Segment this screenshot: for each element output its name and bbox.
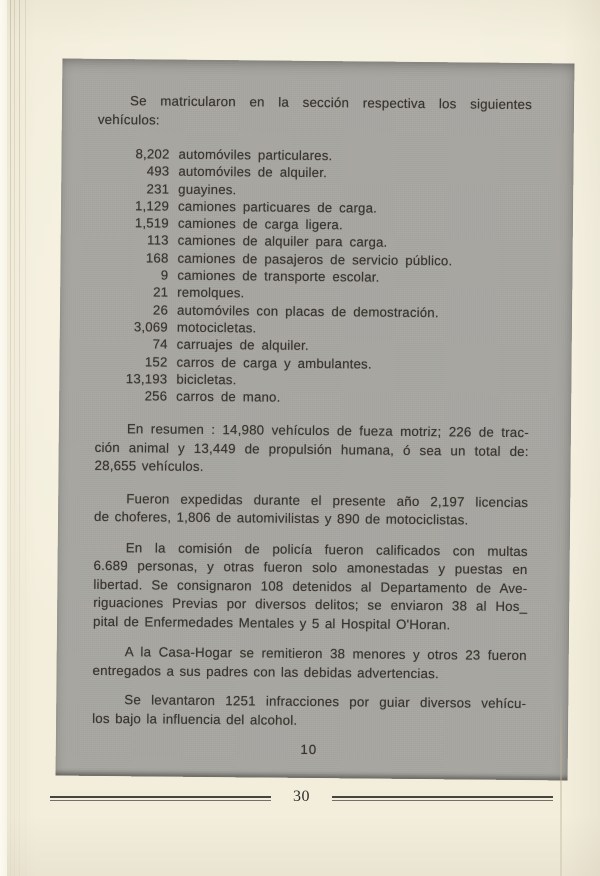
vehicle-description: carros de mano. xyxy=(176,388,281,405)
scanned-page-content xyxy=(56,59,575,763)
vehicle-quantity: 21 xyxy=(153,284,169,300)
vehicle-row xyxy=(95,387,529,408)
paper-left-edge xyxy=(0,0,7,876)
vehicle-quantity: 152 xyxy=(144,353,168,370)
vehicle-list xyxy=(95,145,531,409)
vehicle-description: camiones de alquiler para carga. xyxy=(177,233,388,251)
vehicle-quantity: 493 xyxy=(146,163,170,179)
vehicle-quantity: 26 xyxy=(152,302,169,318)
vehicle-description: carros de carga y ambulantes. xyxy=(176,354,372,372)
vehicle-quantity: 1,519 xyxy=(134,215,169,231)
vehicle-quantity: 9 xyxy=(160,267,169,283)
vehicle-description: camiones de carga ligera. xyxy=(177,215,343,233)
footer-rule-right xyxy=(332,796,553,801)
vehicle-quantity: 168 xyxy=(145,250,169,266)
vehicle-quantity: 13,193 xyxy=(125,371,168,387)
paragraph-licencias: Fueron expedidas durante el presente año 2,197 licencias de choferes, 1,806 de automivilistas y 890 de motociclistas. xyxy=(93,491,529,528)
vehicle-description: automóviles de alquiler. xyxy=(178,163,328,181)
vehicle-quantity: 256 xyxy=(144,388,168,404)
paper-crease xyxy=(560,690,562,876)
vehicle-quantity: 1,129 xyxy=(134,198,170,214)
page-stack-edge-line xyxy=(14,0,15,876)
vehicle-description: guayines. xyxy=(178,181,237,197)
page-stack-edge-line xyxy=(10,0,11,876)
vehicle-description: motocicletas. xyxy=(176,319,257,336)
page-stack-edge-line xyxy=(25,0,26,876)
folio-number: 30 xyxy=(293,788,310,805)
vehicle-description: bicicletas. xyxy=(176,371,237,388)
vehicle-quantity: 231 xyxy=(146,180,170,197)
paragraph-casa-hogar: A la Casa-Hogar se remitieron 38 menores y otros 23 fueron entregados a sus padres con las debidas advertencias. xyxy=(92,644,527,682)
vehicle-description: remolques. xyxy=(177,285,245,301)
footer-rule-left xyxy=(50,796,271,801)
vehicle-description: camiones de pasajeros de servicio público. xyxy=(177,250,453,269)
scanned-page xyxy=(56,59,575,781)
footer-folio xyxy=(50,789,553,807)
vehicle-quantity: 3,069 xyxy=(133,319,168,335)
vehicle-quantity: 74 xyxy=(152,336,168,352)
vehicle-description: camiones de transporte escolar. xyxy=(177,267,380,285)
paragraph-infracciones: Se levantaron 1251 infracciones por guiar diversos vehícu- los bajo la influencia del alcohol. xyxy=(92,692,527,728)
scan-page-number: 10 xyxy=(300,742,318,758)
vehicle-description: automóviles con placas de demostración. xyxy=(176,302,439,320)
intro-heading: Se matricularon en la sección respectiva los siguientes vehículos: xyxy=(97,93,533,127)
page-stack-edge-line xyxy=(19,0,20,876)
paragraph-resumen: En resumen : 14,980 vehículos de fueza motriz; 226 de trac- ción animal y 13,449 de propulsión humana, ó sea un total de: 28,655 vehículos. xyxy=(94,421,529,475)
vehicle-description: automóviles particulares. xyxy=(178,146,333,164)
paragraph-comision-policia: En la comisión de policía fueron calificados con multas 6.689 personas, y otras fueron solo amonestadas y puestas en libertad. Se consignaron 108 detenidos al Departamento de Ave- riguaciones Previas por diversos delitos; se enviaron 38 al Hos_ pital de Enfermedades Mentales y 5 al Hospital O'Horan. xyxy=(92,540,528,633)
vehicle-description: carruajes de alquiler. xyxy=(176,336,309,354)
vehicle-quantity: 113 xyxy=(147,232,169,249)
vehicle-description: camiones particuares de carga. xyxy=(177,198,378,216)
vehicle-quantity: 8,202 xyxy=(135,146,170,162)
